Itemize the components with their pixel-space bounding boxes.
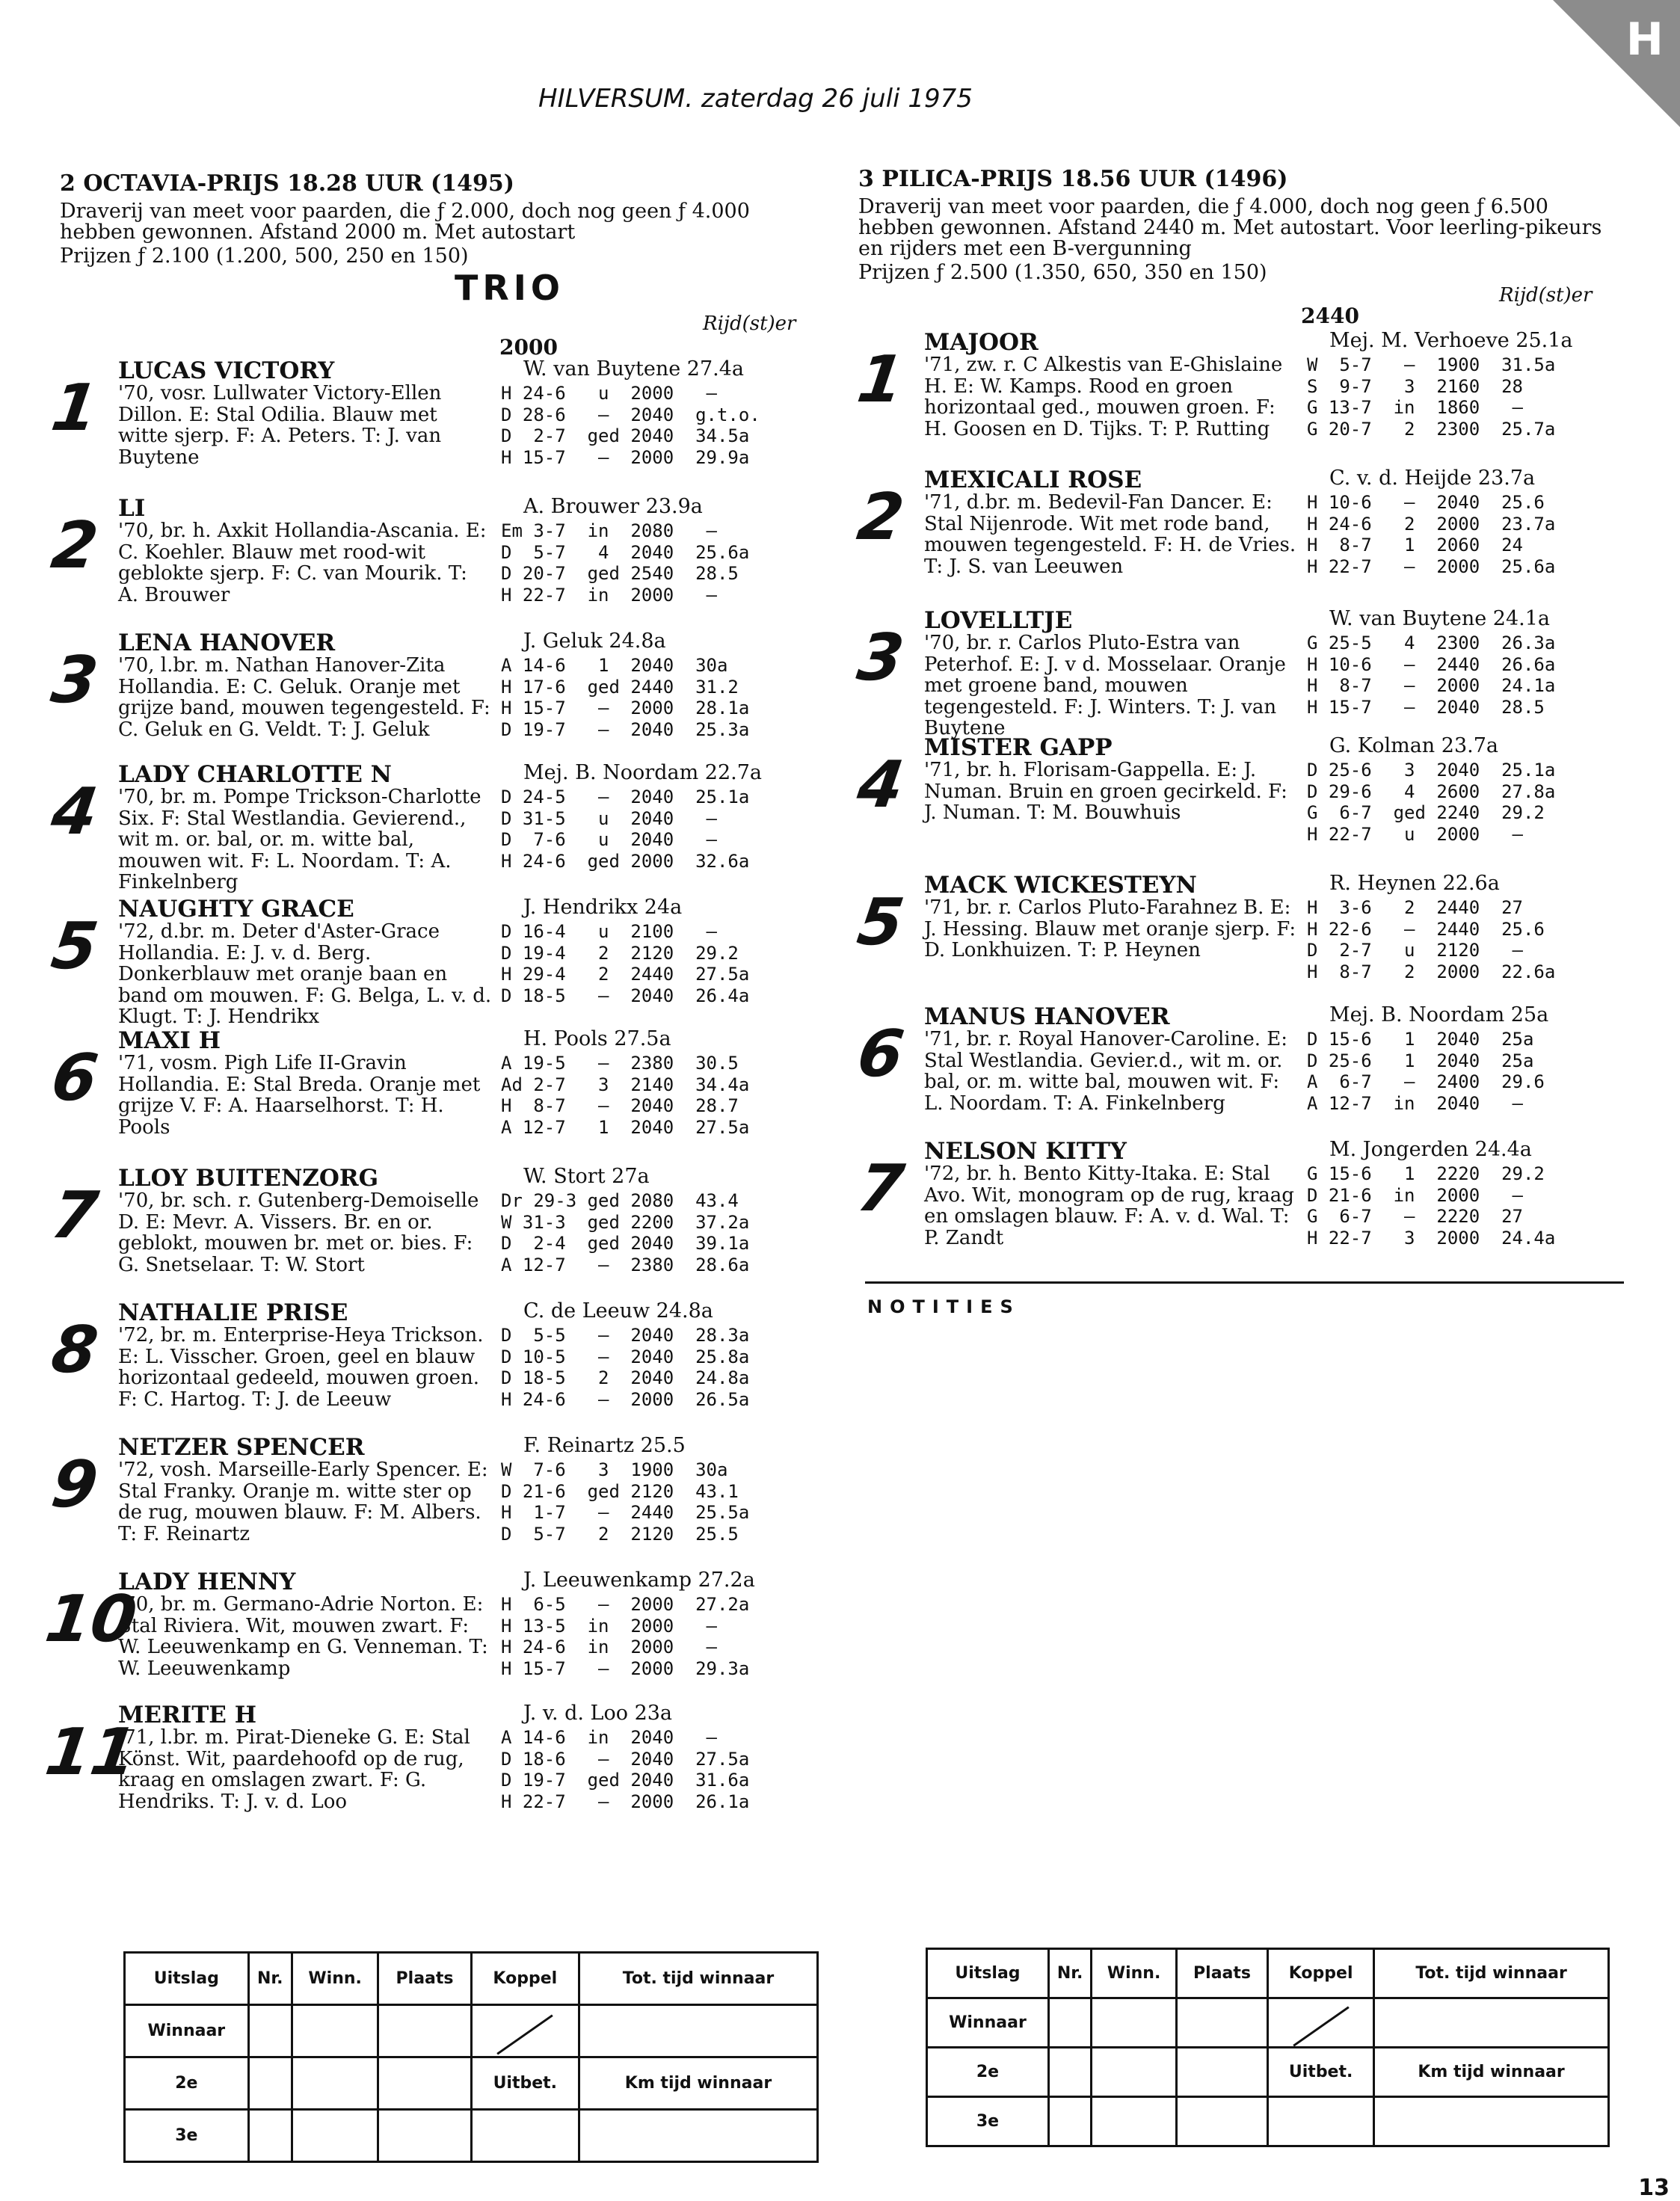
cell bbox=[378, 2057, 471, 2110]
entry-number: 2 bbox=[852, 480, 908, 555]
entry-number: 1 bbox=[46, 371, 102, 446]
horse-name: LADY HENNY bbox=[118, 1569, 296, 1595]
cell bbox=[1048, 2097, 1091, 2146]
cell bbox=[292, 2005, 378, 2057]
entry-number: 3 bbox=[852, 621, 908, 695]
horse-name: MAXI H bbox=[118, 1027, 221, 1054]
cell bbox=[248, 2005, 292, 2057]
form-lines: Em 3-7 in 2080 — D 5-7 4 2040 25.6a D 20-7 ged 2540 28.5 H 22-7 in 2000 — bbox=[501, 520, 750, 606]
entry-number: 2 bbox=[46, 508, 102, 583]
rider-name: A. Brouwer 23.9a bbox=[523, 495, 703, 518]
uitbet-label: Uitbet. bbox=[1268, 2048, 1374, 2097]
cell bbox=[248, 2057, 292, 2110]
row-2e: 2e bbox=[927, 2048, 1049, 2097]
cell bbox=[1092, 1998, 1177, 2048]
rider-label: Rijd(st)er bbox=[1499, 284, 1593, 307]
horse-info: '70, br. r. Carlos Pluto-Estra van Peterhof. E: J. v d. Mosselaar. Oranje met groene band, mouwen tegengesteld. F: J. Winters. T: J. van Buytene bbox=[924, 632, 1286, 739]
horse-entry bbox=[40, 1569, 807, 1696]
rider-name: C. de Leeuw 24.8a bbox=[523, 1299, 713, 1323]
form-lines: G 15-6 1 2220 29.2 D 21-6 in 2000 — G 6-7 — 2220 27 H 22-7 3 2000 24.4a bbox=[1307, 1163, 1556, 1249]
cell bbox=[579, 2110, 817, 2162]
race-description: Draverij van meet voor paarden, die ƒ 2.000, doch nog geen ƒ 4.000 hebben gewonnen. Afstand 2000 m. Met autostart bbox=[60, 200, 750, 244]
horse-info: '72, br. m. Enterprise-Heya Trickson. E: L. Visscher. Groen, geel en blauw horizontaal gedeeld, mouwen groen. F: C. Hartog. T: J. de Leeuw bbox=[118, 1324, 484, 1411]
horse-name: LLOY BUITENZORG bbox=[118, 1165, 379, 1192]
horse-name: MANUS HANOVER bbox=[924, 1003, 1170, 1030]
trio-label: TRIO bbox=[455, 268, 565, 308]
horse-info: '70, br. m. Germano-Adrie Norton. E: Stal Riviera. Wit, mouwen zwart. F: W. Leeuwenkamp en G. Venneman. T: W. Leeuwenkamp bbox=[118, 1593, 488, 1680]
page-number: 13 bbox=[1638, 2175, 1670, 2201]
header-plaats: Plaats bbox=[378, 1953, 471, 2005]
cell bbox=[1176, 2097, 1267, 2146]
rider-name: Mej. B. Noordam 25a bbox=[1329, 1003, 1549, 1026]
row-2e: 2e bbox=[125, 2057, 249, 2110]
cell bbox=[1176, 1998, 1267, 2048]
cell bbox=[292, 2057, 378, 2110]
result-table-left bbox=[123, 1951, 819, 2163]
form-lines: D 25-6 3 2040 25.1a D 29-6 4 2600 27.8a G 6-7 ged 2240 29.2 H 22-7 u 2000 — bbox=[1307, 760, 1556, 845]
entry-number: 3 bbox=[46, 643, 102, 718]
horse-info: '71, br. r. Royal Hanover-Caroline. E: Stal Westlandia. Gevier.d., wit m. or. bal, or. m. witte bal, mouwen wit. F: L. Noordam. T: A. Finkelnberg bbox=[924, 1028, 1287, 1115]
horse-info: '71, br. h. Florisam-Gappella. E: J. Numan. Bruin en groen gecirkeld. F: J. Numan. T: M. Bouwhuis bbox=[924, 759, 1287, 824]
header-tot-tijd: Tot. tijd winnaar bbox=[1374, 1949, 1609, 1998]
row-winnaar: Winnaar bbox=[927, 1998, 1049, 2048]
form-lines: D 15-6 1 2040 25a D 25-6 1 2040 25a A 6-7 — 2400 29.6 A 12-7 in 2040 — bbox=[1307, 1029, 1545, 1114]
horse-info: '70, l.br. m. Nathan Hanover-Zita Hollandia. E: C. Geluk. Oranje met grijze band, mouwen tegengesteld. F: C. Geluk en G. Veldt. T: J. Geluk bbox=[118, 654, 490, 741]
form-lines: D 24-5 — 2040 25.1a D 31-5 u 2040 — D 7-6 u 2040 — H 24-6 ged 2000 32.6a bbox=[501, 786, 750, 872]
section-divider bbox=[865, 1281, 1624, 1284]
horse-name: LADY CHARLOTTE N bbox=[118, 761, 393, 788]
horse-name: NAUGHTY GRACE bbox=[118, 896, 354, 923]
form-lines: A 19-5 — 2380 30.5 Ad 2-7 3 2140 34.4a H 8-7 — 2040 28.7 A 12-7 1 2040 27.5a bbox=[501, 1053, 750, 1138]
cell bbox=[1374, 1998, 1609, 2048]
rider-name: Mej. B. Noordam 22.7a bbox=[523, 761, 762, 784]
entry-number: 4 bbox=[46, 775, 102, 849]
cell bbox=[248, 2110, 292, 2162]
form-lines: A 14-6 in 2040 — D 18-6 — 2040 27.5a D 19-7 ged 2040 31.6a H 22-7 — 2000 26.1a bbox=[501, 1727, 750, 1812]
horse-name: NELSON KITTY bbox=[924, 1138, 1127, 1165]
rider-name: J. Leeuwenkamp 27.2a bbox=[523, 1569, 755, 1592]
header-uitslag: Uitslag bbox=[125, 1953, 249, 2005]
horse-entry bbox=[46, 896, 807, 1028]
horse-info: '71, zw. r. C Alkestis van E-Ghislaine H. E: W. Kamps. Rood en groen horizontaal ged., mouwen groen. F: H. Goosen en D. Tijks. T: P. Rutting bbox=[924, 354, 1283, 440]
header-koppel: Koppel bbox=[471, 1953, 579, 2005]
race-3-heading bbox=[858, 166, 1621, 284]
horse-name: MACK WICKESTEYN bbox=[924, 872, 1197, 899]
horse-info: '72, d.br. m. Deter d'Aster-Grace Hollandia. E: J. v. d. Berg. Donkerblauw met oranje baan en band om mouwen. F: G. Belga, L. v. d. Klugt. T: J. Hendrikx bbox=[118, 920, 492, 1028]
horse-entry bbox=[852, 1003, 1613, 1130]
horse-name: NATHALIE PRISE bbox=[118, 1299, 348, 1326]
horse-info: '71, d.br. m. Bedevil-Fan Dancer. E: Stal Nijenrode. Wit met rode band, mouwen tegengesteld. F: H. de Vries. T: J. S. van Leeuwen bbox=[924, 491, 1296, 578]
row-3e: 3e bbox=[927, 2097, 1049, 2146]
horse-name: NETZER SPENCER bbox=[118, 1434, 365, 1461]
koppel-slash bbox=[1268, 1998, 1374, 2048]
horse-entry bbox=[46, 1434, 807, 1561]
rider-name: F. Reinartz 25.5 bbox=[523, 1434, 686, 1457]
entry-number: 7 bbox=[46, 1178, 102, 1253]
row-3e: 3e bbox=[125, 2110, 249, 2162]
cell bbox=[1374, 2097, 1609, 2146]
entry-number: 6 bbox=[46, 1041, 102, 1115]
rider-name: J. Geluk 24.8a bbox=[523, 629, 666, 653]
horse-entry bbox=[46, 761, 807, 893]
race-distance: 2000 bbox=[499, 335, 558, 360]
race-prizes: Prijzen ƒ 2.100 (1.200, 500, 250 en 150) bbox=[60, 244, 469, 268]
cell bbox=[1176, 2048, 1267, 2097]
cell bbox=[1048, 2048, 1091, 2097]
header-nr: Nr. bbox=[1048, 1949, 1091, 1998]
rider-name: H. Pools 27.5a bbox=[523, 1027, 671, 1050]
rider-name: W. van Buytene 24.1a bbox=[1329, 607, 1550, 630]
header-uitslag: Uitslag bbox=[927, 1949, 1049, 1998]
rider-name: R. Heynen 22.6a bbox=[1329, 872, 1500, 895]
form-lines: G 25-5 4 2300 26.3a H 10-6 — 2440 26.6a H 8-7 — 2000 24.1a H 15-7 — 2040 28.5 bbox=[1307, 632, 1556, 718]
entry-number: 5 bbox=[852, 885, 908, 960]
page-header: HILVERSUM. zaterdag 26 juli 1975 bbox=[538, 84, 973, 114]
entry-number: 1 bbox=[852, 342, 908, 417]
horse-name: MISTER GAPP bbox=[924, 734, 1113, 761]
horse-entry bbox=[852, 607, 1613, 739]
race-description: Draverij van meet voor paarden, die ƒ 4.000, doch nog geen ƒ 6.500 hebben gewonnen. Afstand 2440 m. Met autostart. Voor leerling-pikeurs en rijders met een B-vergunning bbox=[858, 195, 1602, 260]
horse-name: MAJOOR bbox=[924, 329, 1039, 356]
form-lines: D 16-4 u 2100 — D 19-4 2 2120 29.2 H 29-4 2 2440 27.5a D 18-5 — 2040 26.4a bbox=[501, 921, 750, 1006]
form-lines: H 10-6 — 2040 25.6 H 24-6 2 2000 23.7a H 8-7 1 2060 24 H 22-7 — 2000 25.6a bbox=[1307, 492, 1556, 577]
form-lines: Dr 29-3 ged 2080 43.4 W 31-3 ged 2200 37.2a D 2-4 ged 2040 39.1a A 12-7 — 2380 28.6a bbox=[501, 1190, 750, 1275]
horse-name: LUCAS VICTORY bbox=[118, 357, 335, 384]
entry-number: 9 bbox=[46, 1447, 102, 1522]
rider-name: Mej. M. Verhoeve 25.1a bbox=[1329, 329, 1573, 352]
horse-name: LOVELLTJE bbox=[924, 607, 1073, 634]
horse-info: '72, vosh. Marseille-Early Spencer. E: Stal Franky. Oranje m. witte ster op de rug, mouwen blauw. F: M. Albers. T: F. Reinartz bbox=[118, 1459, 488, 1545]
horse-entry bbox=[46, 1299, 807, 1426]
race-2-heading bbox=[60, 170, 815, 268]
horse-info: '70, br. sch. r. Gutenberg-Demoiselle D. E: Mevr. A. Vissers. Br. en or. geblokt, mouwen br. met or. bies. F: G. Snetselaar. T: W. Stort bbox=[118, 1189, 479, 1276]
form-lines: W 5-7 — 1900 31.5a S 9-7 3 2160 28 G 13-7 in 1860 — G 20-7 2 2300 25.7a bbox=[1307, 354, 1556, 440]
horse-entry bbox=[46, 357, 807, 484]
entry-number: 11 bbox=[40, 1715, 141, 1790]
form-lines: W 7-6 3 1900 30a D 21-6 ged 2120 43.1 H 1-7 — 2440 25.5a D 5-7 2 2120 25.5 bbox=[501, 1459, 750, 1545]
cell bbox=[1048, 1998, 1091, 2048]
entry-number: 6 bbox=[852, 1017, 908, 1092]
horse-entry bbox=[46, 1165, 807, 1292]
cell bbox=[1092, 2097, 1177, 2146]
form-lines: H 24-6 u 2000 — D 28-6 — 2040 g.t.o. D 2-7 ged 2040 34.5a H 15-7 — 2000 29.9a bbox=[501, 383, 760, 468]
rider-name: W. van Buytene 27.4a bbox=[523, 357, 744, 381]
rider-name: C. v. d. Heijde 23.7a bbox=[1329, 467, 1536, 490]
header-plaats: Plaats bbox=[1176, 1949, 1267, 1998]
form-lines: A 14-6 1 2040 30a H 17-6 ged 2440 31.2 H 15-7 — 2000 28.1a D 19-7 — 2040 25.3a bbox=[501, 655, 750, 740]
header-tot-tijd: Tot. tijd winnaar bbox=[579, 1953, 817, 2005]
cell bbox=[378, 2005, 471, 2057]
header-nr: Nr. bbox=[248, 1953, 292, 2005]
rider-name: G. Kolman 23.7a bbox=[1329, 734, 1498, 757]
entry-number: 10 bbox=[40, 1582, 141, 1657]
horse-entry bbox=[46, 629, 807, 757]
horse-entry bbox=[46, 495, 807, 622]
entry-number: 8 bbox=[46, 1313, 102, 1388]
km-tijd-label: Km tijd winnaar bbox=[1374, 2048, 1609, 2097]
horse-entry bbox=[852, 872, 1613, 999]
row-winnaar: Winnaar bbox=[125, 2005, 249, 2057]
cell bbox=[1092, 2048, 1177, 2097]
cell bbox=[378, 2110, 471, 2162]
horse-entry bbox=[46, 1027, 807, 1154]
header-koppel: Koppel bbox=[1268, 1949, 1374, 1998]
uitbet-label: Uitbet. bbox=[471, 2057, 579, 2110]
horse-entry bbox=[852, 467, 1613, 594]
horse-info: '70, vosr. Lullwater Victory-Ellen Dillon. E: Stal Odilia. Blauw met witte sjerp. F: A. Peters. T: J. van Buytene bbox=[118, 382, 442, 469]
race-prizes: Prijzen ƒ 2.500 (1.350, 650, 350 en 150) bbox=[858, 261, 1267, 284]
result-table-right bbox=[926, 1948, 1610, 2147]
entry-number: 4 bbox=[852, 748, 908, 822]
cell bbox=[471, 2110, 579, 2162]
race-title: 3 PILICA-PRIJS 18.56 UUR (1496) bbox=[858, 166, 1288, 192]
rider-label: Rijd(st)er bbox=[703, 313, 796, 335]
cell bbox=[1268, 2097, 1374, 2146]
horse-entry bbox=[852, 329, 1613, 456]
horse-name: LENA HANOVER bbox=[118, 629, 336, 656]
horse-info: '70, br. h. Axkit Hollandia-Ascania. E: C. Koehler. Blauw met rood-wit geblokte sjerp. F: C. van Mourik. T: A. Brouwer bbox=[118, 520, 487, 606]
horse-info: '71, vosm. Pigh Life II-Gravin Hollandia. E: Stal Breda. Oranje met grijze V. F: A. Haarselhorst. T: H. Pools bbox=[118, 1052, 481, 1139]
horse-name: LI bbox=[118, 495, 146, 522]
km-tijd-label: Km tijd winnaar bbox=[579, 2057, 817, 2110]
rider-name: W. Stort 27a bbox=[523, 1165, 650, 1188]
race-distance: 2440 bbox=[1301, 304, 1359, 328]
horse-info: '71, br. r. Carlos Pluto-Farahnez B. E: J. Hessing. Blauw met oranje sjerp. F: D. Lonkhuizen. T: P. Heynen bbox=[924, 896, 1296, 961]
rider-name: J. Hendrikx 24a bbox=[523, 896, 683, 919]
header-winn: Winn. bbox=[1092, 1949, 1177, 1998]
notities-label: NOTITIES bbox=[867, 1296, 1021, 1317]
horse-info: '70, br. m. Pompe Trickson-Charlotte Six. F: Stal Westlandia. Gevierend., wit m. or. bal, or. m. witte bal, mouwen wit. F: L. Noordam. T: A. Finkelnberg bbox=[118, 786, 481, 893]
form-lines: D 5-5 — 2040 28.3a D 10-5 — 2040 25.8a D 18-5 2 2040 24.8a H 24-6 — 2000 26.5a bbox=[501, 1325, 750, 1410]
entry-number: 5 bbox=[46, 909, 102, 984]
horse-info: '72, br. h. Bento Kitty-Itaka. E: Stal Avo. Wit, monogram op de rug, kraag en omslagen blauw. F: A. v. d. Wal. T: P. Zandt bbox=[924, 1163, 1294, 1249]
header-winn: Winn. bbox=[292, 1953, 378, 2005]
entry-number: 7 bbox=[852, 1151, 908, 1226]
horse-entry bbox=[852, 734, 1613, 861]
horse-entry bbox=[852, 1138, 1613, 1265]
race-title: 2 OCTAVIA-PRIJS 18.28 UUR (1495) bbox=[60, 170, 514, 197]
horse-info: '71, l.br. m. Pirat-Dieneke G. E: Stal Könst. Wit, paardehoofd op de rug, kraag en omslagen zwart. F: G. Hendriks. T: J. v. d. Loo bbox=[118, 1726, 470, 1813]
rider-name: M. Jongerden 24.4a bbox=[1329, 1138, 1532, 1161]
cell bbox=[292, 2110, 378, 2162]
horse-entry bbox=[40, 1702, 807, 1829]
form-lines: H 3-6 2 2440 27 H 22-6 — 2440 25.6 D 2-7 u 2120 — H 8-7 2 2000 22.6a bbox=[1307, 897, 1556, 982]
horse-name: MEXICALI ROSE bbox=[924, 467, 1142, 493]
form-lines: H 6-5 — 2000 27.2a H 13-5 in 2000 — H 24-6 in 2000 — H 15-7 — 2000 29.3a bbox=[501, 1594, 750, 1679]
rider-name: J. v. d. Loo 23a bbox=[523, 1702, 673, 1725]
cell bbox=[579, 2005, 817, 2057]
corner-letter: H bbox=[1625, 13, 1664, 66]
koppel-slash bbox=[471, 2005, 579, 2057]
horse-name: MERITE H bbox=[118, 1702, 256, 1729]
